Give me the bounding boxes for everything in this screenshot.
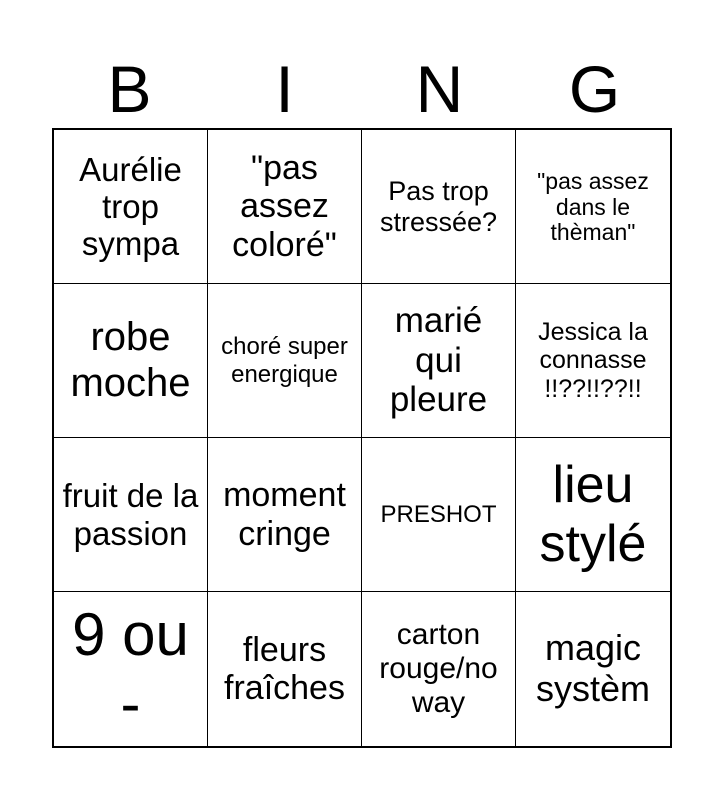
bingo-cell[interactable] (362, 284, 516, 438)
bingo-cell[interactable] (208, 284, 362, 438)
bingo-cell[interactable] (54, 284, 208, 438)
header-letter-g: G (568, 52, 621, 126)
cell-text: choré super energique (221, 333, 348, 388)
cell-text: 9 ou - (72, 601, 189, 737)
cell-text: robe moche (70, 315, 191, 405)
cell-text: lieu stylé (539, 455, 647, 573)
bingo-header (52, 50, 672, 128)
bingo-cell[interactable] (362, 130, 516, 284)
cell-text: magic systèm (535, 627, 650, 709)
cell-text: PRESHOT (380, 500, 497, 528)
cell-text: Aurélie trop sympa (79, 150, 182, 263)
cell-text: "pas assez coloré" (232, 148, 337, 264)
bingo-cell[interactable] (208, 592, 362, 746)
cell-text: marié qui pleure (389, 301, 488, 420)
bingo-cell[interactable] (516, 592, 670, 746)
bingo-cell[interactable] (54, 592, 208, 746)
cell-text: moment cringe (223, 476, 346, 553)
cell-text: "pas assez dans le thèman" (537, 167, 649, 246)
cell-text: fleurs fraîches (224, 630, 345, 707)
cell-text: Pas trop stressée? (379, 176, 498, 237)
bingo-cell[interactable] (516, 438, 670, 592)
bingo-cell[interactable] (362, 592, 516, 746)
cell-text: Jessica la connasse !!??!!??!! (538, 318, 648, 403)
cell-text: fruit de la passion (62, 477, 199, 552)
bingo-board (52, 128, 672, 748)
header-letter-n: N (415, 52, 464, 126)
bingo-cell[interactable] (54, 130, 208, 284)
bingo-cell[interactable] (54, 438, 208, 592)
cell-text: carton rouge/no way (379, 618, 498, 719)
header-letter-i: I (275, 52, 294, 126)
header-letter-b: B (107, 52, 152, 126)
bingo-cell[interactable] (362, 438, 516, 592)
bingo-cell[interactable] (516, 284, 670, 438)
bingo-cell[interactable] (516, 130, 670, 284)
bingo-cell[interactable] (208, 438, 362, 592)
bingo-cell[interactable] (208, 130, 362, 284)
